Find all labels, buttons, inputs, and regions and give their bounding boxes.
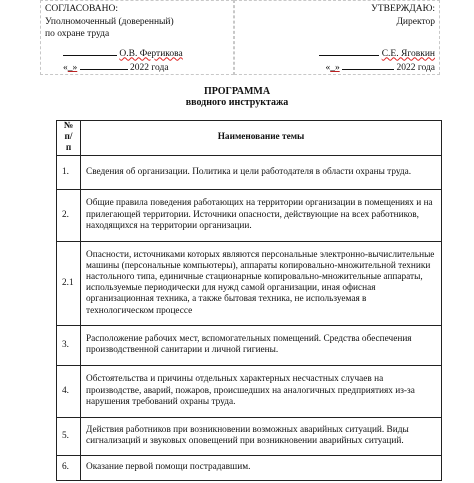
row-num: 6. bbox=[57, 455, 81, 480]
header-num: № п/п bbox=[57, 121, 81, 156]
approval-role-line2: по охране труда bbox=[45, 29, 110, 39]
row-text: Обстоятельства и причины отдельных характерных несчастных случаев на производстве, аварий, пожаров, происшедших на аналогичных предприятиях из-за нарушения требований охраны труда. bbox=[81, 365, 442, 417]
topics-table bbox=[56, 120, 442, 481]
row-text: Действия работников при возникновении возможных аварийных ситуаций. Виды сигнализаций и звуковых оповещений при возникновении аварийных ситуаций. bbox=[81, 417, 442, 455]
table-header-row bbox=[57, 121, 442, 156]
date-month-line bbox=[80, 60, 128, 70]
row-num: 4. bbox=[57, 365, 81, 417]
table-row bbox=[57, 365, 442, 417]
table-row bbox=[57, 155, 442, 189]
approval-heading: УТВЕРЖДАЮ: bbox=[371, 4, 435, 14]
approval-date-row bbox=[239, 60, 435, 75]
approval-block-left bbox=[40, 0, 234, 75]
approver-position: Директор bbox=[396, 16, 435, 27]
document-subtitle: вводного инструктажа bbox=[185, 97, 289, 108]
date-year: 2022 года bbox=[130, 63, 169, 73]
date-day: _» bbox=[330, 63, 340, 73]
spacer bbox=[239, 28, 435, 41]
row-text: Расположение рабочих мест, вспомогательных помещений. Средства обеспечения производственной санитарии и личной гигиены. bbox=[81, 325, 442, 365]
signature-line bbox=[319, 46, 379, 56]
table-row bbox=[57, 455, 442, 480]
row-num: 2.1 bbox=[57, 241, 81, 325]
row-num: 5. bbox=[57, 417, 81, 455]
table-row bbox=[57, 241, 442, 325]
row-num: 1. bbox=[57, 155, 81, 189]
row-num: 3. bbox=[57, 325, 81, 365]
approval-signature-row bbox=[239, 46, 435, 61]
document-title: ПРОГРАММА bbox=[203, 86, 271, 97]
signature-line bbox=[63, 46, 117, 56]
date-year: 2022 года bbox=[396, 63, 435, 73]
row-text: Сведения об организации. Политика и цели работодателя в области охраны труда. bbox=[81, 155, 442, 189]
row-text: Опасности, источниками которых являются персональные электронно-вычислительные машины (персональные компьютеры), аппараты копировально-множительной техники настольного типа, единичные стационарные копировально-множительные аппараты, используемые периодически для нужд самой организации, иная офисная организационная техника, а также бытовая техника, не используемая в технологическом процессе bbox=[81, 241, 442, 325]
date-quote-open: « bbox=[325, 63, 331, 73]
table-row bbox=[57, 417, 442, 455]
table-row bbox=[57, 325, 442, 365]
approver-name: О.В. Фертикова bbox=[119, 48, 183, 59]
table-row bbox=[57, 189, 442, 241]
document-title-block bbox=[0, 86, 474, 108]
approval-role-line1: Уполномоченный (доверенный) bbox=[45, 16, 174, 27]
row-text: Общие правила поведения работающих на территории организации в помещениях и на прилегающей территории. Источники опасности, действующие на всех работников, находящихся на территории организации. bbox=[81, 189, 442, 241]
approval-signature-row bbox=[45, 46, 229, 61]
row-text: Оказание первой помощи пострадавшим. bbox=[81, 455, 442, 480]
date-month-line bbox=[342, 60, 394, 70]
row-num: 2. bbox=[57, 189, 81, 241]
date-quote-open: « bbox=[63, 63, 68, 73]
header-topic: Наименование темы bbox=[81, 121, 442, 156]
approver-name: С.Е. Яговкин bbox=[381, 48, 435, 59]
approval-date-row bbox=[45, 60, 229, 75]
date-day: _» bbox=[67, 63, 78, 73]
approval-block-right bbox=[234, 0, 440, 75]
approval-heading: СОГЛАСОВАНО: bbox=[45, 4, 118, 14]
